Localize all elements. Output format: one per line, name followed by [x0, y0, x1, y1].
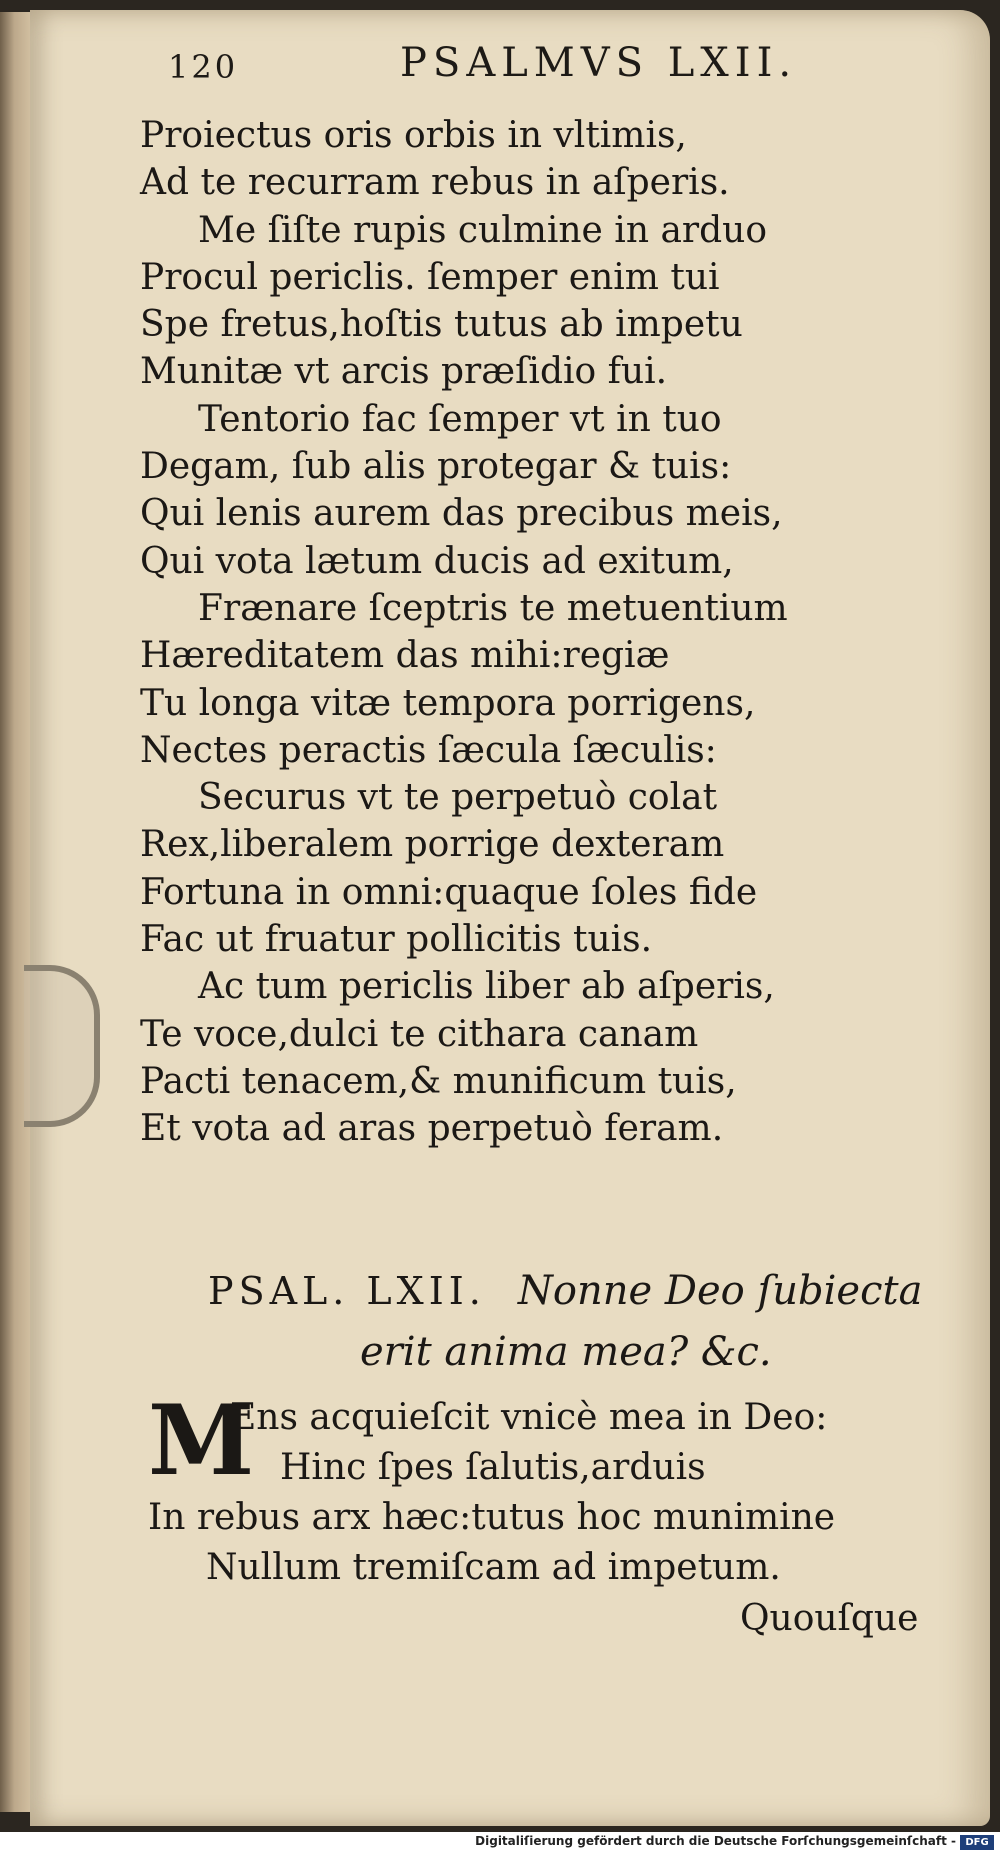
stanza-line: In rebus arx hæc:tutus hoc munimine: [148, 1497, 836, 1538]
poem-line: Degam, ſub alis protegar & tuis:: [140, 446, 732, 488]
page-header: [140, 40, 840, 96]
catchword: Quouſque: [740, 1598, 919, 1639]
poem-line: Tu longa vitæ tempora porrigens,: [140, 682, 756, 724]
drop-cap: M: [148, 1384, 255, 1497]
poem-line: Et vota ad aras perpetuò feram.: [140, 1108, 724, 1150]
stanza: [148, 1384, 948, 1593]
poem-line: Tentorio fac ſemper vt in tuo: [198, 398, 722, 440]
footer-credit: Digitaliſierung gefördert durch die Deutsche Forſchungsgemeinſchaft -: [475, 1834, 956, 1848]
poem-line: Munitæ vt arcis præſidio fui.: [140, 351, 668, 393]
psalm-incipit-2: erit anima mea? &c.: [360, 1329, 772, 1375]
stanza-line: Nullum tremiſcam ad impetum.: [206, 1547, 781, 1588]
poem-line: Rex,liberalem porrige dexteram: [140, 824, 725, 866]
psalm-incipit-1: Nonne Deo ſubiecta: [517, 1268, 923, 1314]
poem-line: Procul periclis. ſemper enim tui: [140, 256, 720, 298]
poem-line: Me ſiſte rupis culmine in arduo: [198, 209, 768, 251]
dfg-logo: DFG: [960, 1835, 994, 1850]
stanza-line: Hinc ſpes ſalutis,arduis: [280, 1447, 706, 1488]
poem-line: Proiectus oris orbis in vltimis,: [140, 115, 687, 156]
poem-line: Spe fretus,hoſtis tutus ab impetu: [140, 304, 743, 346]
poem-text: [140, 112, 940, 1153]
poem-line: Te voce,dulci te cithara canam: [140, 1013, 699, 1055]
poem-line: Hæreditatem das mihi:regiæ: [140, 635, 670, 677]
book-clasp: [24, 965, 100, 1127]
poem-line: Fac ut fruatur pollicitis tuis.: [140, 919, 653, 961]
poem-line: Nectes peractis ſæcula ſæculis:: [140, 729, 717, 771]
poem-line: Ac tum periclis liber ab aſperis,: [198, 966, 775, 1008]
stanza-line: Ens acquieſcit vnicè mea in Deo:: [230, 1397, 828, 1438]
poem-line: Securus vt te perpetuò colat: [198, 777, 718, 819]
page-number: 120: [168, 48, 239, 86]
poem-line: Qui vota lætum ducis ad exitum,: [140, 540, 734, 582]
poem-line: Ad te recurram rebus in aſperis.: [140, 162, 730, 204]
poem-line: Pacti tenacem,& munificum tuis,: [140, 1060, 737, 1102]
running-head: PSALMVS LXII.: [400, 40, 798, 86]
poem-line: Frænare ſceptris te metuentium: [198, 587, 788, 629]
poem-line: Qui lenis aurem das precibus meis,: [140, 493, 783, 535]
poem-line: Fortuna in omni:quaque ſoles fide: [140, 871, 758, 913]
psalm-label: PSAL. LXII.: [208, 1269, 486, 1313]
psalm-title: [208, 1260, 938, 1382]
